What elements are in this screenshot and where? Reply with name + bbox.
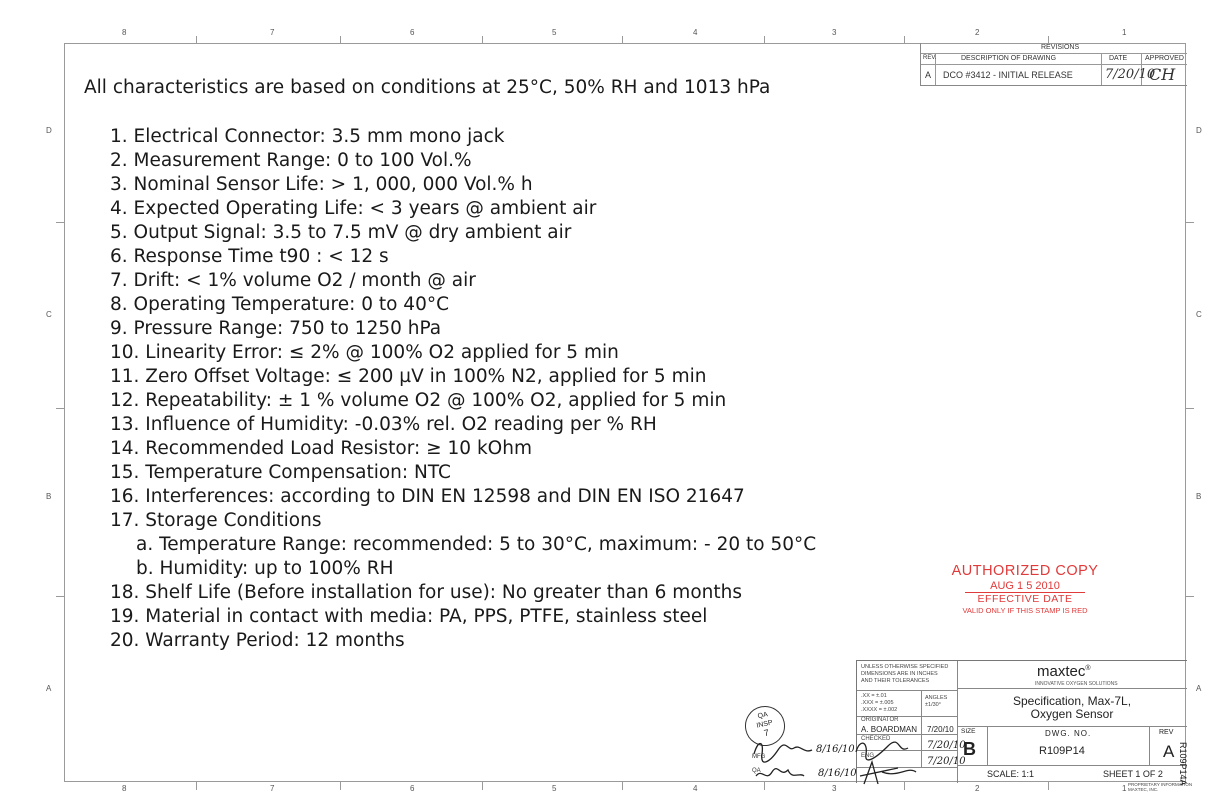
checked-date: 7/20/10 [927, 740, 966, 751]
revision-row-description: DCO #3412 - INITIAL RELEASE [943, 70, 1073, 80]
border-tick [1186, 596, 1194, 597]
zone-marker: C [1196, 310, 1202, 319]
zone-marker: 8 [122, 784, 127, 793]
border-tick [56, 408, 64, 409]
zone-marker: 8 [122, 28, 127, 37]
spec-item: 10. Linearity Error: ≤ 2% @ 100% O2 applied for 5 min [110, 342, 619, 363]
mfg-label: MFG [752, 754, 766, 760]
zone-marker: A [46, 684, 52, 693]
zone-marker: 2 [975, 28, 980, 37]
originator-label: ORIGINATOR [861, 717, 899, 723]
spec-item: 12. Repeatability: ± 1 % volume O2 @ 100% O2, applied for 5 min [110, 390, 727, 411]
spec-item: 5. Output Signal: 3.5 to 7.5 mV @ dry ambient air [110, 222, 572, 243]
stamp-title: AUTHORIZED COPY [951, 563, 1099, 579]
revision-row-rev: A [925, 70, 932, 80]
spec-item: 8. Operating Temperature: 0 to 40°C [110, 294, 450, 315]
proprietary-note: PROPRIETARY INFORMATION MAXTEC, INC. [1128, 782, 1193, 792]
border-tick [1048, 782, 1049, 790]
spec-item: 3. Nominal Sensor Life: > 1, 000, 000 Vol.% h [110, 174, 533, 195]
border-tick [622, 36, 623, 44]
spec-item: 2. Measurement Range: 0 to 100 Vol.% [110, 150, 472, 171]
zone-marker: B [46, 492, 52, 501]
dwg-no-label: DWG. NO. [1045, 729, 1092, 738]
side-document-id: R109P14A [1178, 742, 1188, 786]
spec-item: 18. Shelf Life (Before installation for use): No greater than 6 months [110, 582, 742, 603]
authorized-copy-stamp [930, 563, 1120, 615]
spec-item: 14. Recommended Load Resistor: ≥ 10 kOhm [110, 438, 532, 459]
spec-item: b. Humidity: up to 100% RH [136, 558, 394, 579]
specification-list [110, 125, 816, 653]
angle-tolerance: ANGLES ±1/30° [925, 695, 948, 708]
revisions-header-date: DATE [1109, 55, 1128, 62]
revision-row-approved: CH [1149, 65, 1176, 84]
border-tick [340, 782, 341, 790]
spec-item: 20. Warranty Period: 12 months [110, 630, 405, 651]
tolerance-values: .XX = ±.01 .XXX = ±.005 .XXXX = ±.002 [861, 693, 898, 713]
conditions-statement: All characteristics are based on conditions at 25°C, 50% RH and 1013 hPa [84, 77, 771, 98]
border-tick [764, 782, 765, 790]
revision-row-date: 7/20/10 [1105, 67, 1156, 82]
zone-marker: C [46, 310, 52, 319]
zone-marker: 3 [832, 784, 837, 793]
sheet-number: SHEET 1 OF 2 [1103, 769, 1163, 779]
rev-label: REV [1159, 729, 1174, 736]
border-tick [482, 36, 483, 44]
general-tolerances-note: UNLESS OTHERWISE SPECIFIED DIMENSIONS ARE IN INCHES AND THEIR TOLERANCES [861, 664, 949, 684]
eng-date: 7/20/10 [927, 756, 966, 767]
zone-marker: 7 [270, 784, 275, 793]
originator-name: A. BOARDMAN [861, 725, 918, 734]
dwg-no-value: R109P14 [1039, 745, 1085, 757]
rev-value: A [1163, 742, 1175, 761]
spec-item: 4. Expected Operating Life: < 3 years @ ambient air [110, 198, 597, 219]
zone-marker: 1 [1122, 28, 1127, 37]
scale: SCALE: 1:1 [987, 769, 1035, 779]
border-tick [904, 782, 905, 790]
border-tick [1048, 36, 1049, 44]
revisions-title: REVISIONS [1041, 44, 1080, 51]
spec-item: a. Temperature Range: recommended: 5 to 30°C, maximum: - 20 to 50°C [136, 534, 817, 555]
revisions-header-description: DESCRIPTION OF DRAWING [961, 55, 1057, 62]
checked-label: CHECKED [861, 736, 891, 742]
zone-marker: 7 [270, 28, 275, 37]
size-label: SIZE [961, 728, 976, 735]
handwritten-signatures [748, 732, 968, 788]
zone-marker: 3 [832, 28, 837, 37]
spec-item: 17. Storage Conditions [110, 510, 322, 531]
spec-item: 13. Influence of Humidity: -0.03% rel. O2 reading per % RH [110, 414, 657, 435]
revisions-header-rev: REV. [923, 55, 937, 61]
border-tick [622, 782, 623, 790]
spec-item: 9. Pressure Range: 750 to 1250 hPa [110, 318, 442, 339]
zone-marker: 1 [1122, 784, 1127, 793]
spec-item: 6. Response Time t90 : < 12 s [110, 246, 389, 267]
spec-item: 1. Electrical Connector: 3.5 mm mono jack [110, 126, 505, 147]
zone-marker: B [1196, 492, 1202, 501]
drawing-title: Specification, Max-7L, Oxygen Sensor [1012, 694, 1132, 721]
stamp-effective-date: EFFECTIVE DATE [977, 593, 1073, 605]
border-tick [482, 782, 483, 790]
border-tick [196, 782, 197, 790]
zone-marker: 5 [552, 28, 557, 37]
spec-item: 7. Drift: < 1% volume O2 / month @ air [110, 270, 476, 291]
company-tagline: INNOVATIVE OXYGEN SOLUTIONS [1035, 681, 1118, 687]
zone-marker: 4 [693, 784, 698, 793]
border-tick [1186, 408, 1194, 409]
border-tick [56, 596, 64, 597]
zone-marker: 5 [552, 784, 557, 793]
zone-marker: D [1196, 126, 1202, 135]
zone-marker: D [46, 126, 52, 135]
spec-item: 16. Interferences: according to DIN EN 12598 and DIN EN ISO 21647 [110, 486, 745, 507]
border-tick [340, 36, 341, 44]
revisions-block [920, 43, 1187, 86]
border-tick [56, 222, 64, 223]
qa-label: QA [752, 768, 761, 774]
border-tick [196, 36, 197, 44]
zone-marker: 4 [693, 28, 698, 37]
spec-item: 11. Zero Offset Voltage: ≤ 200 µV in 100% N2, applied for 5 min [110, 366, 707, 387]
eng-label: ENG [861, 753, 875, 759]
revisions-header-approved: APPROVED [1145, 55, 1184, 62]
zone-marker: A [1196, 684, 1202, 693]
zone-marker: 6 [410, 28, 415, 37]
size-value: B [963, 739, 976, 759]
zone-marker: 6 [410, 784, 415, 793]
company-logo: maxtec® [1037, 663, 1091, 680]
qa-inspection-stamp: QA INSP 7 [741, 702, 788, 749]
stamp-date: AUG 1 5 2010 [930, 580, 1120, 593]
border-tick [1186, 222, 1194, 223]
originator-date: 7/20/10 [927, 725, 954, 734]
signature-date-1: 8/16/10 [816, 744, 855, 755]
stamp-validity-note: VALID ONLY IF THIS STAMP IS RED [962, 606, 1088, 615]
signature-date-2: 8/16/10 [818, 768, 857, 779]
border-tick [904, 36, 905, 44]
border-tick [764, 36, 765, 44]
spec-item: 15. Temperature Compensation: NTC [110, 462, 451, 483]
spec-item: 19. Material in contact with media: PA, PPS, PTFE, stainless steel [110, 606, 708, 627]
zone-marker: 2 [975, 784, 980, 793]
